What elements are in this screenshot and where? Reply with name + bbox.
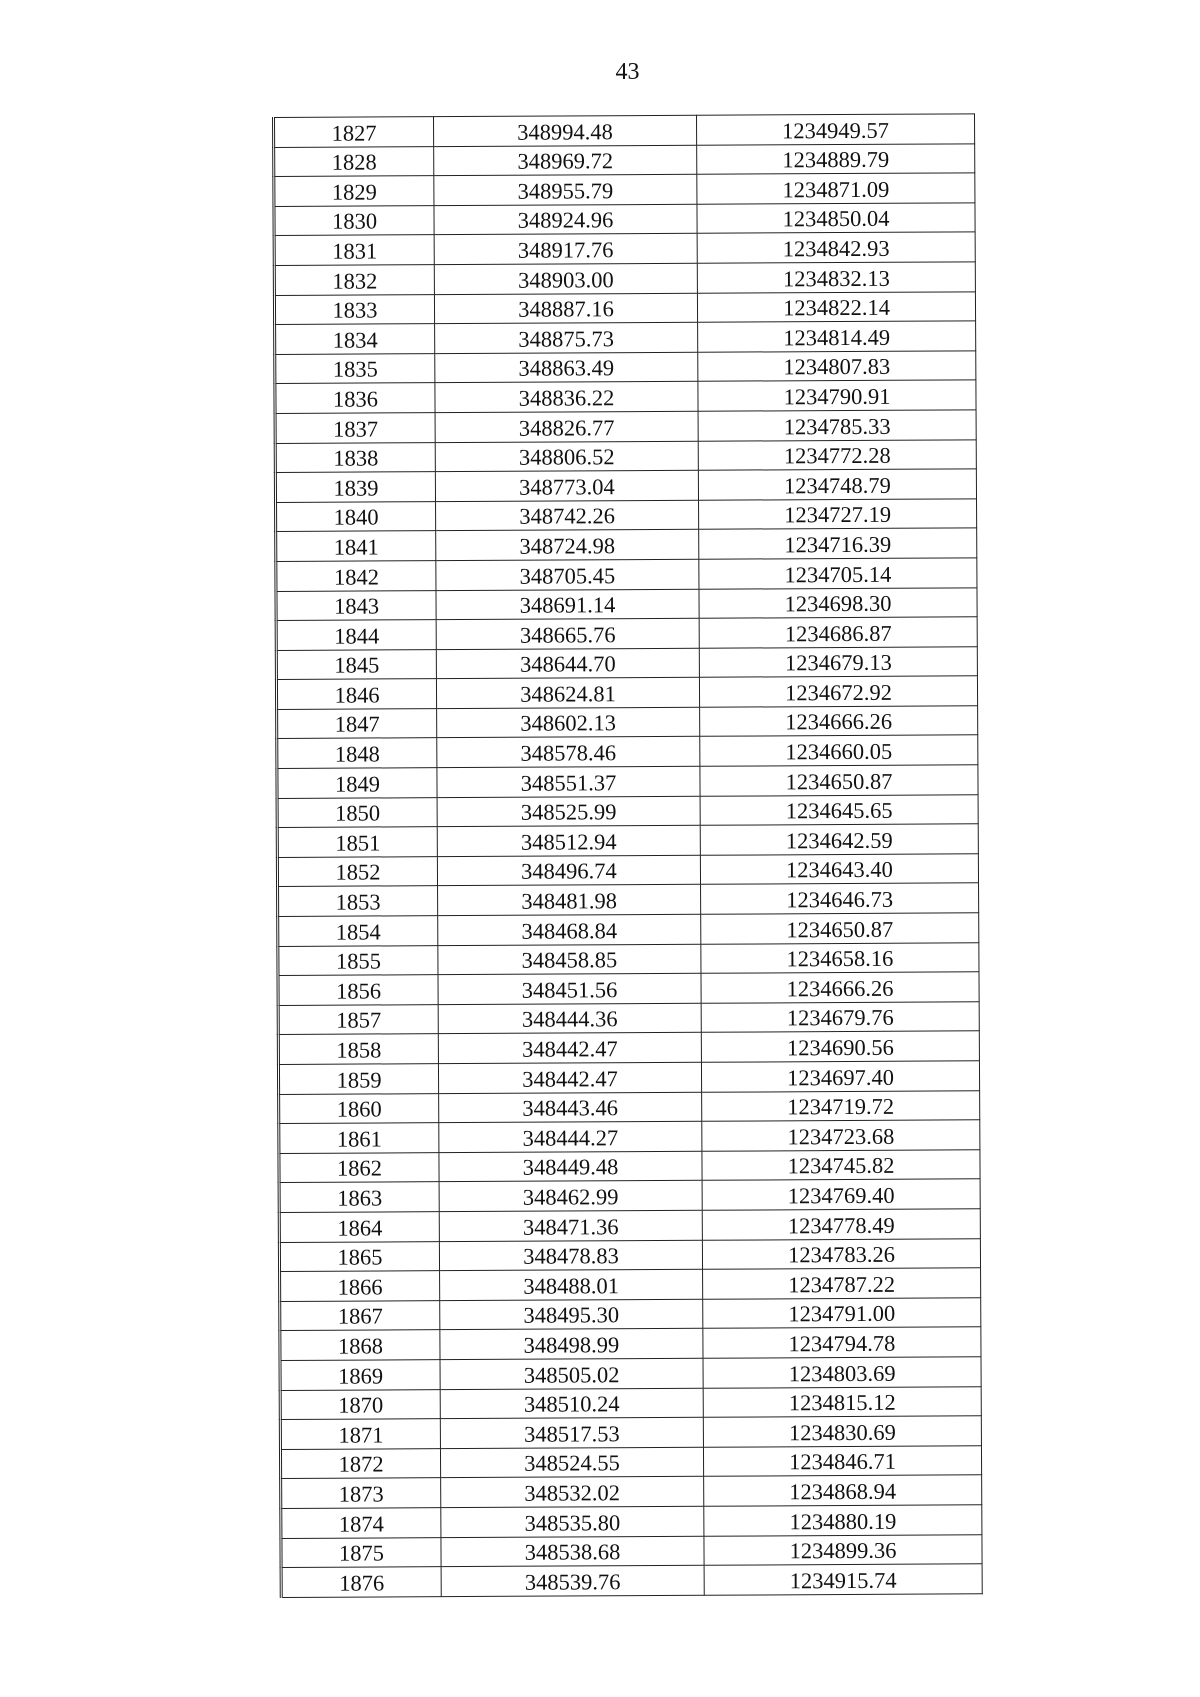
y-coordinate-cell: 1234666.26 [701, 972, 979, 1003]
y-coordinate-cell: 1234791.00 [703, 1298, 981, 1329]
table-row [277, 794, 978, 827]
table-row [278, 1061, 979, 1094]
table-row [276, 676, 977, 709]
point-number-cell: 1854 [278, 916, 438, 946]
table-row [278, 972, 979, 1005]
y-coordinate-cell: 1234846.71 [703, 1446, 981, 1477]
y-coordinate-cell: 1234650.87 [700, 765, 978, 796]
x-coordinate-cell: 348863.49 [435, 352, 698, 383]
point-number-cell: 1858 [278, 1034, 438, 1064]
y-coordinate-cell: 1234719.72 [702, 1090, 980, 1121]
x-coordinate-cell: 348498.99 [440, 1329, 703, 1360]
x-coordinate-cell: 348924.96 [434, 204, 697, 235]
x-coordinate-cell: 348955.79 [434, 174, 697, 205]
point-number-cell: 1872 [280, 1448, 440, 1478]
point-number-cell: 1841 [276, 531, 436, 561]
y-coordinate-cell: 1234716.39 [699, 528, 977, 559]
x-coordinate-cell: 348443.46 [439, 1092, 702, 1123]
table-row [274, 143, 975, 176]
table-row [281, 1505, 982, 1538]
table-row [278, 942, 979, 975]
x-coordinate-cell: 348524.55 [440, 1447, 703, 1478]
x-coordinate-cell: 348505.02 [440, 1358, 703, 1389]
table-row [274, 114, 975, 147]
y-coordinate-cell: 1234745.82 [702, 1150, 980, 1181]
y-coordinate-cell: 1234727.19 [699, 499, 977, 530]
y-coordinate-cell: 1234645.65 [700, 794, 978, 825]
y-coordinate-cell: 1234830.69 [703, 1416, 981, 1447]
table-row [277, 765, 978, 798]
table-row [280, 1446, 981, 1479]
y-coordinate-cell: 1234698.30 [699, 587, 977, 618]
point-number-cell: 1847 [277, 709, 437, 739]
point-number-cell: 1834 [275, 324, 435, 354]
x-coordinate-cell: 348532.02 [441, 1477, 704, 1508]
table-row [277, 854, 978, 887]
table-row [275, 380, 976, 413]
y-coordinate-cell: 1234705.14 [699, 558, 977, 589]
y-coordinate-cell: 1234880.19 [704, 1505, 982, 1536]
x-coordinate-cell: 348442.47 [438, 1062, 701, 1093]
x-coordinate-cell: 348444.27 [439, 1121, 702, 1152]
table-row [279, 1209, 980, 1242]
y-coordinate-cell: 1234658.16 [701, 942, 979, 973]
x-coordinate-cell: 348903.00 [434, 263, 697, 294]
point-number-cell: 1835 [275, 353, 435, 383]
table-row [275, 321, 976, 354]
point-number-cell: 1863 [279, 1182, 439, 1212]
y-coordinate-cell: 1234646.73 [701, 883, 979, 914]
point-number-cell: 1865 [279, 1241, 439, 1271]
table-row [278, 883, 979, 916]
x-coordinate-cell: 348444.36 [438, 1003, 701, 1034]
y-coordinate-cell: 1234772.28 [698, 439, 976, 470]
y-coordinate-cell: 1234794.78 [703, 1327, 981, 1358]
y-coordinate-cell: 1234769.40 [702, 1179, 980, 1210]
table-row [280, 1416, 981, 1449]
point-number-cell: 1856 [278, 975, 438, 1005]
x-coordinate-cell: 348451.56 [438, 973, 701, 1004]
x-coordinate-cell: 348917.76 [434, 234, 697, 265]
table-row [278, 1031, 979, 1064]
y-coordinate-cell: 1234666.26 [700, 706, 978, 737]
x-coordinate-cell: 348578.46 [437, 737, 700, 768]
y-coordinate-cell: 1234642.59 [700, 824, 978, 855]
x-coordinate-cell: 348969.72 [434, 145, 697, 176]
x-coordinate-cell: 348836.22 [435, 382, 698, 413]
x-coordinate-cell: 348724.98 [436, 530, 699, 561]
table-row [281, 1475, 982, 1508]
table-row [279, 1238, 980, 1271]
x-coordinate-cell: 348471.36 [439, 1210, 702, 1241]
y-coordinate-cell: 1234783.26 [702, 1238, 980, 1269]
point-number-cell: 1855 [278, 945, 438, 975]
point-number-cell: 1846 [276, 679, 436, 709]
point-number-cell: 1853 [278, 886, 438, 916]
table-row [279, 1179, 980, 1212]
point-number-cell: 1862 [279, 1152, 439, 1182]
table-row [279, 1090, 980, 1123]
point-number-cell: 1828 [274, 146, 434, 176]
point-number-cell: 1827 [274, 117, 434, 147]
x-coordinate-cell: 348462.99 [439, 1181, 702, 1212]
table-row [275, 410, 976, 443]
x-coordinate-cell: 348539.76 [441, 1565, 704, 1596]
point-number-cell: 1836 [275, 383, 435, 413]
x-coordinate-cell: 348525.99 [437, 796, 700, 827]
page-number: 43 [615, 59, 640, 85]
y-coordinate-cell: 1234803.69 [703, 1357, 981, 1388]
y-coordinate-cell: 1234785.33 [698, 410, 976, 441]
y-coordinate-cell: 1234850.04 [697, 203, 975, 234]
x-coordinate-cell: 348742.26 [436, 500, 699, 531]
x-coordinate-cell: 348665.76 [436, 618, 699, 649]
x-coordinate-cell: 348495.30 [440, 1299, 703, 1330]
y-coordinate-cell: 1234660.05 [700, 735, 978, 766]
point-number-cell: 1830 [274, 205, 434, 235]
table-row [280, 1357, 981, 1390]
x-coordinate-cell: 348496.74 [437, 855, 700, 886]
y-coordinate-cell: 1234832.13 [697, 262, 975, 293]
table-row [276, 499, 977, 532]
point-number-cell: 1874 [281, 1508, 441, 1538]
y-coordinate-cell: 1234650.87 [701, 913, 979, 944]
y-coordinate-cell: 1234790.91 [698, 380, 976, 411]
point-number-cell: 1861 [279, 1123, 439, 1153]
point-number-cell: 1866 [280, 1271, 440, 1301]
x-coordinate-cell: 348478.83 [439, 1240, 702, 1271]
point-number-cell: 1839 [275, 472, 435, 502]
table-row [277, 706, 978, 739]
x-coordinate-cell: 348994.48 [434, 115, 697, 146]
y-coordinate-cell: 1234868.94 [704, 1475, 982, 1506]
point-number-cell: 1859 [278, 1064, 438, 1094]
point-number-cell: 1871 [280, 1419, 440, 1449]
point-number-cell: 1838 [275, 442, 435, 472]
x-coordinate-cell: 348773.04 [435, 470, 698, 501]
x-coordinate-cell: 348449.48 [439, 1151, 702, 1182]
table-row [279, 1120, 980, 1153]
point-number-cell: 1852 [277, 856, 437, 886]
table-row [276, 617, 977, 650]
x-coordinate-cell: 348551.37 [437, 766, 700, 797]
point-number-cell: 1842 [276, 561, 436, 591]
table-row [274, 203, 975, 236]
point-number-cell: 1873 [281, 1478, 441, 1508]
point-number-cell: 1875 [281, 1537, 441, 1567]
x-coordinate-cell: 348826.77 [435, 411, 698, 442]
point-number-cell: 1876 [281, 1567, 441, 1597]
y-coordinate-cell: 1234723.68 [702, 1120, 980, 1151]
x-coordinate-cell: 348458.85 [438, 944, 701, 975]
x-coordinate-cell: 348875.73 [435, 322, 698, 353]
x-coordinate-cell: 348481.98 [438, 885, 701, 916]
point-number-cell: 1843 [276, 590, 436, 620]
point-number-cell: 1857 [278, 1004, 438, 1034]
point-number-cell: 1850 [277, 797, 437, 827]
point-number-cell: 1849 [277, 768, 437, 798]
y-coordinate-cell: 1234871.09 [697, 173, 975, 204]
point-number-cell: 1832 [274, 265, 434, 295]
x-coordinate-cell: 348624.81 [436, 678, 699, 709]
y-coordinate-cell: 1234814.49 [698, 321, 976, 352]
table-row [281, 1534, 982, 1567]
y-coordinate-cell: 1234949.57 [696, 114, 974, 145]
table-body [274, 114, 983, 1597]
y-coordinate-cell: 1234679.76 [701, 1002, 979, 1033]
point-number-cell: 1831 [274, 235, 434, 265]
x-coordinate-cell: 348468.84 [438, 914, 701, 945]
point-number-cell: 1870 [280, 1389, 440, 1419]
y-coordinate-cell: 1234842.93 [697, 232, 975, 263]
x-coordinate-cell: 348644.70 [436, 648, 699, 679]
table-row [280, 1386, 981, 1419]
point-number-cell: 1844 [276, 620, 436, 650]
x-coordinate-cell: 348512.94 [437, 826, 700, 857]
point-number-cell: 1867 [280, 1300, 440, 1330]
x-coordinate-cell: 348442.47 [438, 1033, 701, 1064]
table-row [274, 262, 975, 295]
table-row [274, 291, 975, 324]
table-row [279, 1150, 980, 1183]
point-number-cell: 1833 [274, 294, 434, 324]
x-coordinate-cell: 348538.68 [441, 1536, 704, 1567]
x-coordinate-cell: 348806.52 [435, 441, 698, 472]
coordinates-table [272, 113, 983, 1597]
y-coordinate-cell: 1234643.40 [700, 854, 978, 885]
y-coordinate-cell: 1234915.74 [704, 1564, 982, 1595]
y-coordinate-cell: 1234822.14 [697, 291, 975, 322]
y-coordinate-cell: 1234697.40 [701, 1061, 979, 1092]
point-number-cell: 1851 [277, 827, 437, 857]
x-coordinate-cell: 348535.80 [441, 1506, 704, 1537]
x-coordinate-cell: 348488.01 [440, 1269, 703, 1300]
y-coordinate-cell: 1234889.79 [697, 143, 975, 174]
point-number-cell: 1829 [274, 176, 434, 206]
table-row [278, 913, 979, 946]
table-row [275, 469, 976, 502]
y-coordinate-cell: 1234787.22 [703, 1268, 981, 1299]
table-row [277, 824, 978, 857]
table-row [275, 439, 976, 472]
table-row [276, 587, 977, 620]
table-row [280, 1268, 981, 1301]
x-coordinate-cell: 348510.24 [440, 1388, 703, 1419]
x-coordinate-cell: 348517.53 [440, 1417, 703, 1448]
table-row [274, 173, 975, 206]
point-number-cell: 1837 [275, 413, 435, 443]
table-row [277, 735, 978, 768]
point-number-cell: 1845 [276, 649, 436, 679]
point-number-cell: 1869 [280, 1360, 440, 1390]
point-number-cell: 1860 [279, 1093, 439, 1123]
table-row [280, 1298, 981, 1331]
table-row [281, 1564, 982, 1597]
y-coordinate-cell: 1234748.79 [698, 469, 976, 500]
y-coordinate-cell: 1234807.83 [698, 351, 976, 382]
x-coordinate-cell: 348691.14 [436, 589, 699, 620]
x-coordinate-cell: 348887.16 [434, 293, 697, 324]
y-coordinate-cell: 1234672.92 [699, 676, 977, 707]
point-number-cell: 1840 [276, 501, 436, 531]
x-coordinate-cell: 348705.45 [436, 559, 699, 590]
point-number-cell: 1864 [279, 1212, 439, 1242]
table-row [276, 528, 977, 561]
table-row [278, 1002, 979, 1035]
table-row [276, 647, 977, 680]
y-coordinate-cell: 1234815.12 [703, 1386, 981, 1417]
y-coordinate-cell: 1234778.49 [702, 1209, 980, 1240]
x-coordinate-cell: 348602.13 [437, 707, 700, 738]
y-coordinate-cell: 1234679.13 [699, 647, 977, 678]
point-number-cell: 1848 [277, 738, 437, 768]
table-row [274, 232, 975, 265]
y-coordinate-cell: 1234690.56 [701, 1031, 979, 1062]
y-coordinate-cell: 1234686.87 [699, 617, 977, 648]
table-row [280, 1327, 981, 1360]
table-row [276, 558, 977, 591]
y-coordinate-cell: 1234899.36 [704, 1534, 982, 1565]
point-number-cell: 1868 [280, 1330, 440, 1360]
table-row [275, 351, 976, 384]
